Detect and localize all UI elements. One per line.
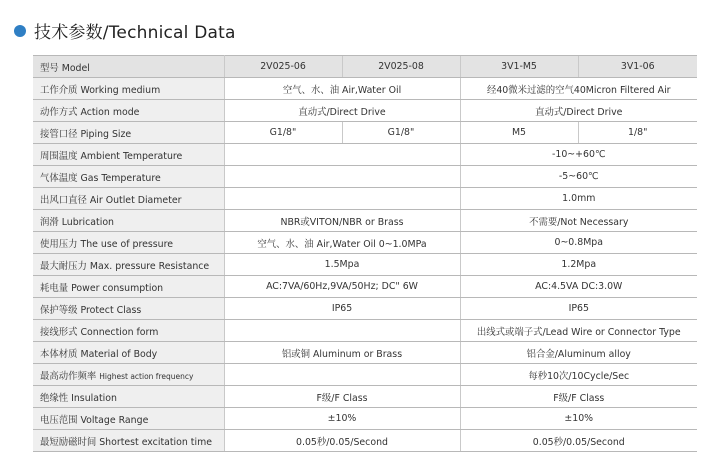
spec-value: 不需要/Not Necessary	[460, 210, 697, 232]
spec-row	[33, 232, 697, 254]
spec-row	[33, 254, 697, 276]
spec-label-text: 使用压力 The use of pressure	[40, 238, 173, 250]
spec-value: F级/F Class	[460, 386, 697, 408]
spec-value: G1/8"	[342, 122, 460, 144]
spec-label	[33, 408, 224, 430]
spec-row	[33, 210, 697, 232]
section-header	[14, 18, 236, 43]
spec-value: ±10%	[224, 408, 460, 430]
spec-label	[33, 430, 224, 452]
spec-row	[33, 342, 697, 364]
spec-label-text: 绝缘性 Insulation	[40, 392, 117, 404]
model-cell: 2V025-08	[342, 56, 460, 78]
spec-value: 直动式/Direct Drive	[224, 100, 460, 122]
spec-value: -10~+60℃	[460, 144, 697, 166]
spec-label	[33, 364, 224, 386]
spec-value	[224, 144, 460, 166]
spec-value: 1.5Mpa	[224, 254, 460, 276]
spec-value: -5~60℃	[460, 166, 697, 188]
spec-value: 经40微米过滤的空气40Micron Filtered Air	[460, 78, 697, 100]
spec-label-text: 接管口径 Piping Size	[40, 128, 132, 140]
spec-label-text: 电压范围 Voltage Range	[40, 414, 149, 426]
spec-label	[33, 100, 224, 122]
spec-label-text: 耗电量 Power consumption	[40, 282, 164, 294]
spec-value: M5	[460, 122, 578, 144]
spec-value: 0.05秒/0.05/Second	[460, 430, 697, 452]
spec-row	[33, 320, 697, 342]
spec-value: 每秒10次/10Cycle/Sec	[460, 364, 697, 386]
spec-row	[33, 386, 697, 408]
spec-value: 空气、水、油 Air,Water Oil 0~1.0MPa	[224, 232, 460, 254]
spec-value: 直动式/Direct Drive	[460, 100, 697, 122]
spec-value	[224, 320, 460, 342]
spec-value: 1/8"	[578, 122, 697, 144]
spec-label	[33, 232, 224, 254]
spec-value: F级/F Class	[224, 386, 460, 408]
spec-label	[33, 166, 224, 188]
spec-value	[224, 364, 460, 386]
spec-label-text: 出风口直径 Air Outlet Diameter	[40, 194, 182, 206]
spec-row	[33, 78, 697, 100]
spec-label-text: 最短励磁时间 Shortest excitation time	[40, 436, 212, 448]
spec-value: AC:7VA/60Hz,9VA/50Hz; DC" 6W	[224, 276, 460, 298]
spec-label-text: 动作方式 Action mode	[40, 106, 140, 118]
spec-label-text: 周围温度 Ambient Temperature	[40, 150, 183, 162]
spec-row	[33, 100, 697, 122]
spec-row	[33, 430, 697, 452]
spec-label-text: 润滑 Lubrication	[40, 216, 114, 228]
spec-row	[33, 276, 697, 298]
spec-row	[33, 364, 697, 386]
spec-label-text: 最高动作频率	[40, 370, 97, 382]
spec-value: ±10%	[460, 408, 697, 430]
spec-label	[33, 320, 224, 342]
spec-label	[33, 254, 224, 276]
model-cell: 3V1-M5	[460, 56, 578, 78]
spec-label-text: 保护等级 Protect Class	[40, 304, 142, 316]
spec-value: 出线式或端子式/Lead Wire or Connector Type	[460, 320, 697, 342]
spec-label	[33, 210, 224, 232]
model-cell: 3V1-06	[578, 56, 697, 78]
spec-label-text: 工作介质 Working medium	[40, 84, 161, 96]
spec-label	[33, 386, 224, 408]
spec-value: 空气、水、油 Air,Water Oil	[224, 78, 460, 100]
spec-row	[33, 408, 697, 430]
spec-value: G1/8"	[224, 122, 342, 144]
spec-label	[33, 188, 224, 210]
spec-row	[33, 166, 697, 188]
spec-label-small-text: Highest action frequency	[99, 371, 194, 381]
spec-label-text: 气体温度 Gas Temperature	[40, 172, 161, 184]
spec-label	[33, 276, 224, 298]
spec-value: IP65	[224, 298, 460, 320]
spec-value: AC:4.5VA DC:3.0W	[460, 276, 697, 298]
spec-value: 1.0mm	[460, 188, 697, 210]
spec-label-text: 最大耐压力 Max. pressure Resistance	[40, 260, 210, 272]
spec-value	[224, 166, 460, 188]
spec-value: 0~0.8Mpa	[460, 232, 697, 254]
spec-label-text: 接线形式 Connection form	[40, 326, 159, 338]
spec-value: NBR或VITON/NBR or Brass	[224, 210, 460, 232]
spec-value	[224, 188, 460, 210]
model-cell: 2V025-06	[224, 56, 342, 78]
bullet-dot-icon	[14, 25, 26, 37]
spec-label	[33, 342, 224, 364]
spec-row	[33, 188, 697, 210]
spec-label	[33, 78, 224, 100]
model-row	[33, 56, 697, 78]
spec-row	[33, 122, 697, 144]
spec-value: 铝或铜 Aluminum or Brass	[224, 342, 460, 364]
spec-label	[33, 298, 224, 320]
spec-value: 1.2Mpa	[460, 254, 697, 276]
spec-label	[33, 122, 224, 144]
spec-row	[33, 144, 697, 166]
spec-value: IP65	[460, 298, 697, 320]
technical-data-table	[33, 55, 697, 452]
spec-value: 铝合金/Aluminum alloy	[460, 342, 697, 364]
spec-row	[33, 298, 697, 320]
spec-label	[33, 144, 224, 166]
model-label: 型号 Model	[33, 56, 224, 78]
spec-label-text: 本体材质 Material of Body	[40, 348, 158, 360]
section-title: 技术参数/Technical Data	[34, 23, 236, 43]
spec-value: 0.05秒/0.05/Second	[224, 430, 460, 452]
